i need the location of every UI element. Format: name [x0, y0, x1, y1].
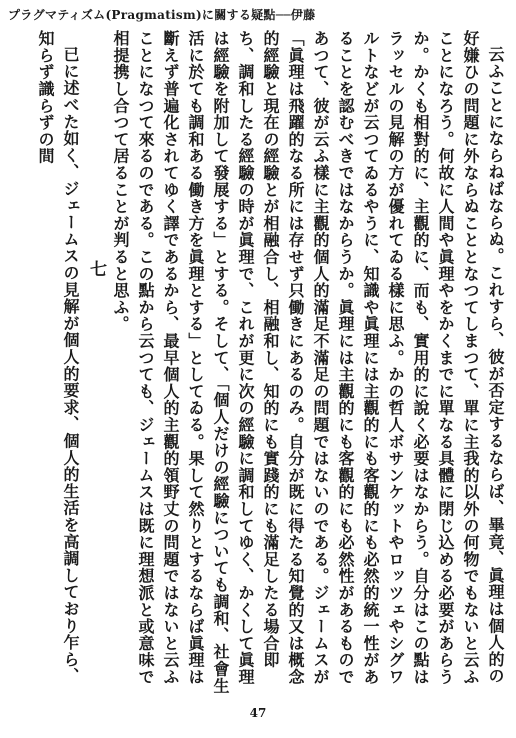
paragraph: 云ふことにならねばならぬ。これすら、彼が否定するならば、畢竟、眞理は個人的の好嫌ひの問題に外ならぬこととなつてしまつて、單に主我的以外の何物でもないと云ふことになろう。何故に人間や眞理やをかくまでに單なる具體に閉じ込める必要があらうか。かくも相對的に、主觀的に、而も、實用的に說く必要はなからう。自分はこの點はラッセルの見解の方が優れてゐる樣に思ふ。かの哲人ボサンケットやロッツェやシグワルトなどが云つてゐるやうに、知識や眞理には主觀的にも客觀的にも必然的統一性があることを認むべきではなからうか。眞理には主觀的にも客觀的にも必然性があるものであつて、彼が云ふ樣に主觀的個人的滿足不滿足の問題ではないのである。ジェームスが「眞理は飛躍的なる所には存せず只働きにあるのみ。自分が既に得たる知覺的又は概念的經驗と現在の經驗とが相融合し、相融和し、知的にも實踐的にも滿足したる場合即ち、調和したる經驗の時が眞理で、これが更に次の經驗に調和してゆく、かくして眞理は經驗を附加して發展する」とする。そして、「個人だけの經驗についても調和、社會生活に於ても調和ある働き方を眞理とする」としてゐる。果して然りとするならば眞理は斷えず普遍化されてゆく譯であるから、最早個人的主觀的領野丈の問題ではないと云ふことになつて來るのである。この點から云つても、ジェームスは既に理想派と或意味で相提携し合つて居ることが判ると思ふ。: [111, 30, 505, 694]
section-number: 七: [86, 260, 106, 277]
running-head: プラグマティズム(Pragmatism)に關する疑點──伊藤: [8, 8, 316, 22]
page-number: 47: [249, 706, 267, 720]
body-text: [8, 30, 508, 695]
paragraph: 已に述べた如く、ジェームスの見解が個人的要求、個人的生活を高調しており乍ら、知らず識らずの間: [36, 30, 80, 685]
